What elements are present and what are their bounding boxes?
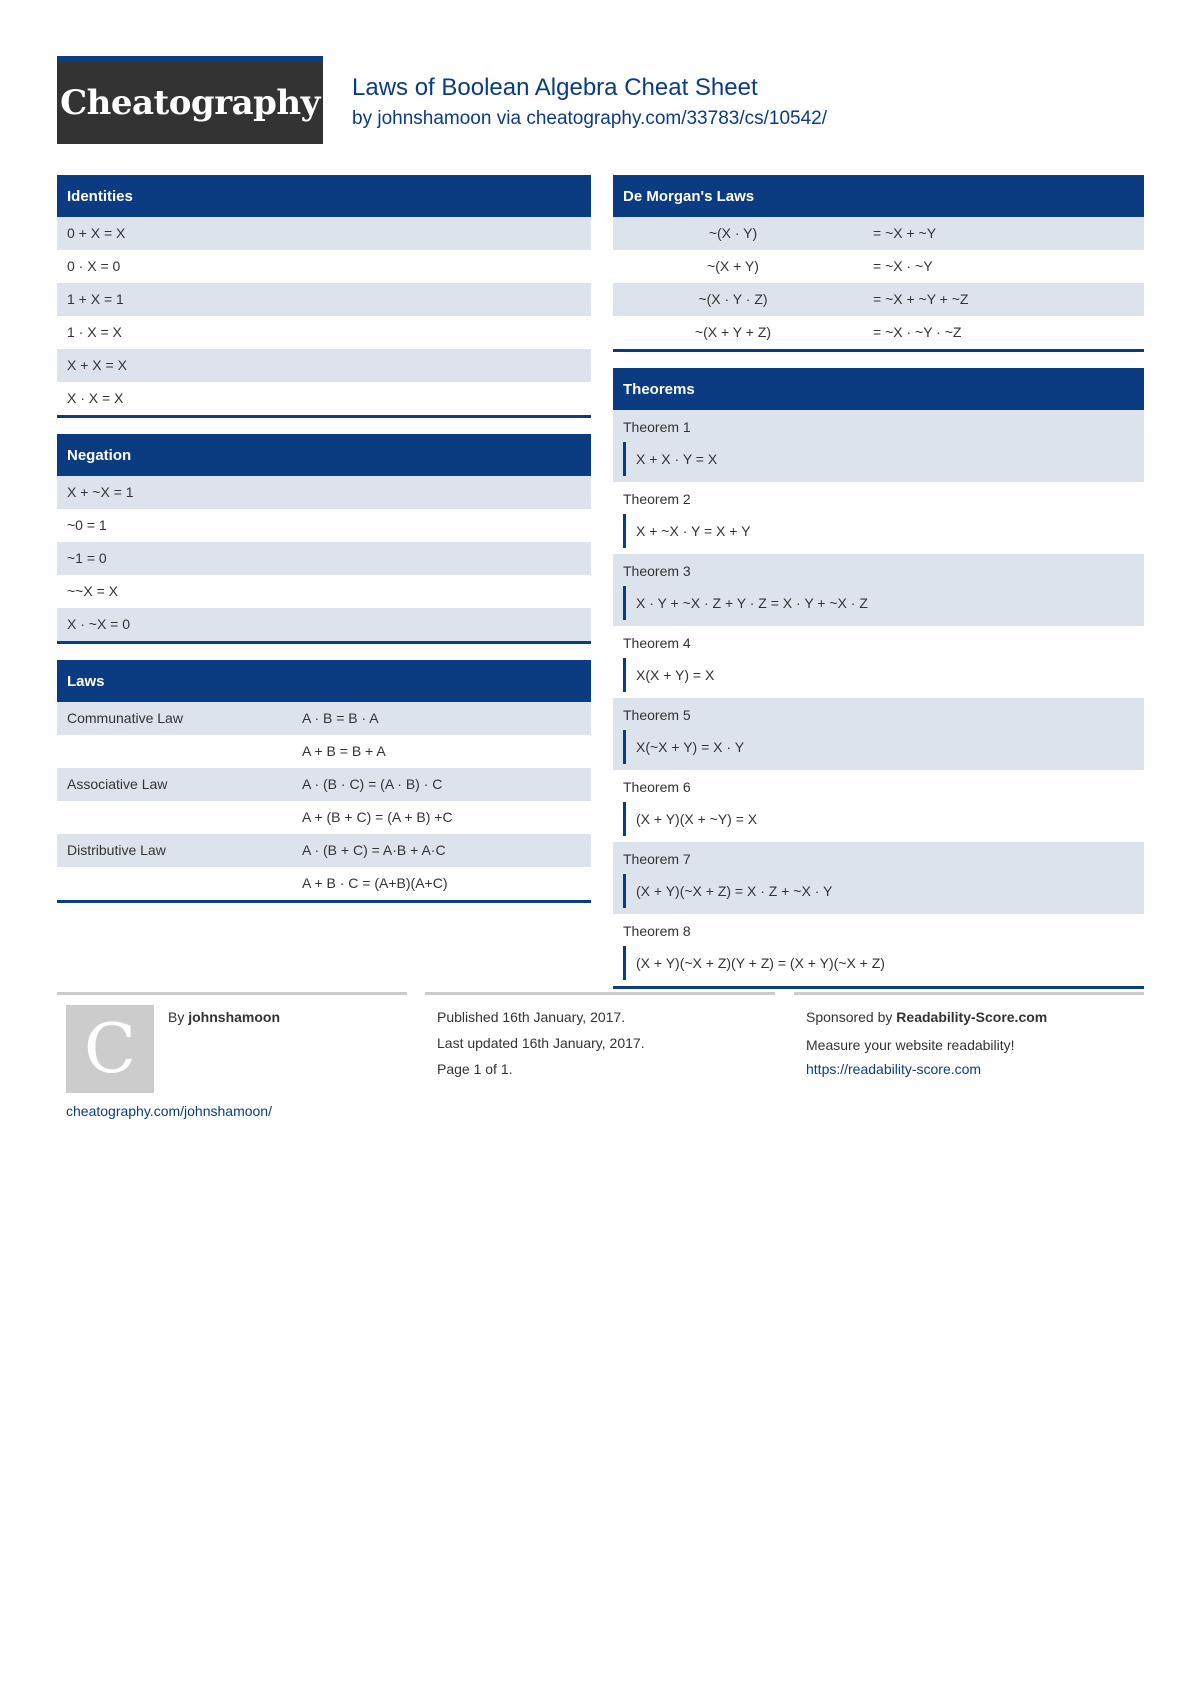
table-row bbox=[57, 768, 591, 801]
byline-via: via bbox=[496, 108, 522, 129]
profile-link[interactable]: cheatography.com/johnshamoon/ bbox=[66, 1103, 272, 1119]
theorem-title: Theorem 3 bbox=[623, 563, 691, 579]
footer-divider bbox=[425, 992, 775, 995]
theorem-title: Theorem 4 bbox=[623, 635, 691, 651]
law-name: Communative Law bbox=[67, 710, 183, 726]
identities-rows bbox=[57, 217, 591, 415]
negation-section bbox=[57, 434, 591, 644]
table-row: X + ~X = 1 bbox=[57, 476, 591, 509]
theorem-formula: (X + Y)(~X + Z)(Y + Z) = (X + Y)(~X + Z) bbox=[623, 946, 1134, 980]
law-name bbox=[67, 867, 302, 900]
updated-date: Last updated 16th January, 2017. bbox=[437, 1035, 645, 1051]
footer-divider bbox=[794, 992, 1144, 995]
theorem-formula: X(X + Y) = X bbox=[623, 658, 1134, 692]
table-row bbox=[57, 735, 591, 768]
table-row bbox=[613, 316, 1144, 349]
law-name bbox=[67, 801, 302, 834]
laws-rows bbox=[57, 702, 591, 900]
table-row: 1 + X = 1 bbox=[57, 283, 591, 316]
theorem-title: Theorem 7 bbox=[623, 851, 691, 867]
negation-rows bbox=[57, 476, 591, 641]
sponsor-link[interactable]: https://readability-score.com bbox=[806, 1061, 982, 1077]
laws-section bbox=[57, 660, 591, 903]
identities-section bbox=[57, 175, 591, 418]
section-title: Negation bbox=[57, 434, 591, 476]
sheet-url-link[interactable]: cheatography.com/33783/cs/10542/ bbox=[526, 108, 828, 129]
theorem-item bbox=[613, 914, 1144, 986]
theorem-item bbox=[613, 842, 1144, 914]
theorem-title: Theorem 6 bbox=[623, 779, 691, 795]
section-title: Laws bbox=[57, 660, 591, 702]
theorem-formula: X · Y + ~X · Z + Y · Z = X · Y + ~X · Z bbox=[623, 586, 1134, 620]
law-formula: A · (B + C) = A·B + A·C bbox=[302, 842, 446, 858]
demorgan-lhs: ~(X · Y) bbox=[708, 225, 758, 241]
theorem-title: Theorem 1 bbox=[623, 419, 691, 435]
theorem-item bbox=[613, 554, 1144, 626]
cheatography-logo[interactable] bbox=[57, 56, 323, 144]
demorgan-section bbox=[613, 175, 1144, 352]
law-name: Associative Law bbox=[67, 776, 168, 792]
table-row: ~1 = 0 bbox=[57, 542, 591, 575]
law-formula: A + B = B + A bbox=[302, 743, 386, 759]
theorem-title: Theorem 8 bbox=[623, 923, 691, 939]
section-title: Identities bbox=[57, 175, 591, 217]
sponsor-tagline: Measure your website readability! bbox=[806, 1037, 1015, 1053]
theorem-formula: (X + Y)(X + ~Y) = X bbox=[623, 802, 1134, 836]
theorem-formula: (X + Y)(~X + Z) = X · Z + ~X · Y bbox=[623, 874, 1134, 908]
demorgan-rhs: = ~X + ~Y + ~Z bbox=[873, 291, 969, 307]
avatar[interactable] bbox=[66, 1005, 154, 1093]
law-name: Distributive Law bbox=[67, 842, 166, 858]
author-link[interactable]: johnshamoon bbox=[377, 108, 492, 129]
section-title: Theorems bbox=[613, 368, 1144, 410]
avatar-letter: C bbox=[83, 1009, 137, 1089]
theorem-item bbox=[613, 626, 1144, 698]
sponsor-name[interactable]: Readability-Score.com bbox=[896, 1009, 1048, 1025]
table-row bbox=[613, 217, 1144, 250]
demorgan-rhs: = ~X · ~Y bbox=[873, 258, 933, 274]
table-row: 0 · X = 0 bbox=[67, 258, 121, 274]
section-title: De Morgan's Laws bbox=[613, 175, 1144, 217]
theorem-item bbox=[613, 698, 1144, 770]
theorems-section bbox=[613, 368, 1144, 989]
law-formula: A · (B · C) = (A · B) · C bbox=[302, 776, 443, 792]
theorem-item bbox=[613, 410, 1144, 482]
right-column bbox=[613, 175, 1144, 1005]
table-row: X + X = X bbox=[57, 349, 591, 382]
theorem-title: Theorem 5 bbox=[623, 707, 691, 723]
demorgan-rhs: = ~X + ~Y bbox=[873, 225, 937, 241]
footer-by-label: By bbox=[168, 1009, 185, 1025]
footer-divider bbox=[57, 992, 407, 995]
demorgan-lhs: ~(X · Y · Z) bbox=[698, 291, 768, 307]
law-formula: A · B = B · A bbox=[302, 710, 379, 726]
byline bbox=[352, 108, 827, 130]
demorgan-rhs: = ~X · ~Y · ~Z bbox=[873, 324, 962, 340]
page-number: Page 1 of 1. bbox=[437, 1061, 513, 1077]
law-formula: A + B · C = (A+B)(A+C) bbox=[302, 875, 448, 891]
table-row: X · ~X = 0 bbox=[57, 608, 591, 641]
theorem-title: Theorem 2 bbox=[623, 491, 691, 507]
sponsored-label: Sponsored by bbox=[806, 1009, 893, 1025]
table-row bbox=[57, 834, 591, 867]
table-row bbox=[57, 801, 591, 834]
footer-author-name[interactable]: johnshamoon bbox=[188, 1009, 281, 1025]
table-row: ~~X = X bbox=[67, 583, 118, 599]
theorem-item bbox=[613, 482, 1144, 554]
page-title[interactable]: Laws of Boolean Algebra Cheat Sheet bbox=[352, 74, 758, 101]
table-row bbox=[613, 283, 1144, 316]
law-name bbox=[67, 735, 302, 768]
table-row bbox=[57, 702, 591, 735]
demorgan-rows bbox=[613, 217, 1144, 349]
table-row: 0 + X = X bbox=[57, 217, 591, 250]
table-row bbox=[57, 867, 591, 900]
theorem-item bbox=[613, 770, 1144, 842]
law-formula: A + (B + C) = (A + B) +C bbox=[302, 809, 453, 825]
theorem-formula: X + X · Y = X bbox=[623, 442, 1134, 476]
demorgan-lhs: ~(X + Y + Z) bbox=[694, 324, 772, 340]
sponsor-line bbox=[806, 1009, 1047, 1025]
demorgan-lhs: ~(X + Y) bbox=[707, 258, 759, 274]
table-row: 1 · X = X bbox=[67, 324, 122, 340]
theorem-formula: X(~X + Y) = X · Y bbox=[623, 730, 1134, 764]
footer-author bbox=[168, 1009, 280, 1025]
table-row bbox=[613, 250, 1144, 283]
theorems-list bbox=[613, 410, 1144, 986]
theorem-formula: X + ~X · Y = X + Y bbox=[623, 514, 1134, 548]
table-row: X · X = X bbox=[67, 390, 124, 406]
byline-by: by bbox=[352, 108, 373, 129]
logo-text: Cheatography bbox=[60, 83, 320, 123]
published-date: Published 16th January, 2017. bbox=[437, 1009, 626, 1025]
table-row: ~0 = 1 bbox=[67, 517, 107, 533]
left-column bbox=[57, 175, 591, 919]
